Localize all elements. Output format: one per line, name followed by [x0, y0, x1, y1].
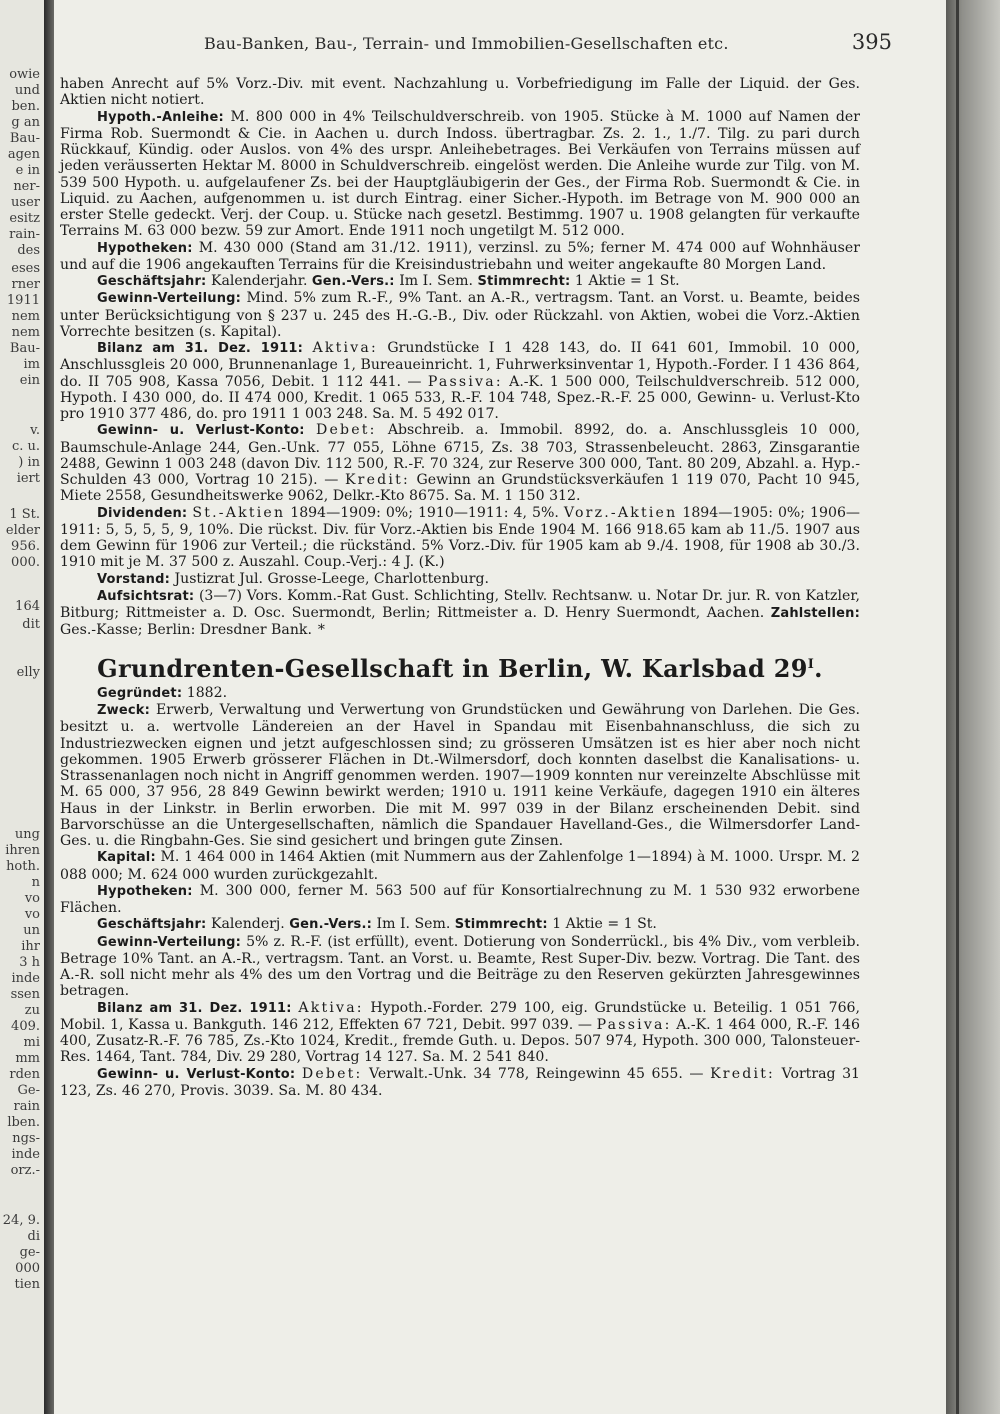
section2-bilanz: Bilanz am 31. Dez. 1911: Aktiva: Hypoth.-Forder. 279 100, eig. Grundstücke u. Beteilig. 1 051 766, Mobil. 1, Kassa u. Bankguth. 146 212, Effekten 67 721, Debit. 997 039. — Passiva: A.-K. 1 464 000, R.-F. 146 400, Zusatz-R.-F. 76 785, Zs.-Kto 1024, Kredit., fremde Guth. u. Depos. 507 974, Hypoth. 300 000, Talonsteuer-Res. 1464, Tant. 784, Div. 29 280, Vortrag 14 127. Sa. M. 2 541 840.: [60, 999, 861, 1066]
prev-page-fragment: rner: [11, 277, 40, 292]
section1-guv: Gewinn- u. Verlust-Konto: Debet: Abschreib. a. Immobil. 8992, do. a. Anschlussgleis 10 000, Baumschule-Anlage 244, Gen.-Unk. 77 055, Löhne 6715, Zs. 38 703, Strassenbeleucht. 2863, Zinsgarantie 2488, Gewinn 1 003 248 (davon Div. 112 500, R.-F. 70 324, zur Reserve 300 000, Tant. 80 209, Abzahl. a. Hyp.-Schulden 43 000, Vortrag 10 215). — Kredit: Gewinn an Grundstücksverkäufen 1 119 070, Pacht 10 945, Miete 2558, Gesundheitswerke 9062, Delkr.-Kto 8675. Sa. M. 1 150 312.: [60, 422, 860, 505]
prev-page-fragment: zu: [24, 1003, 40, 1018]
hypotheken2-label: Hypotheken:: [97, 883, 193, 899]
zahlstellen-label: Zahlstellen:: [770, 606, 861, 621]
prev-page-fragment: ngs-: [12, 1131, 40, 1146]
prev-page-fragment: 000: [15, 1261, 40, 1276]
section2-hypotheken: Hypotheken: M. 300 000, ferner M. 563 500 auf für Konsortialrechnung zu M. 1 530 932 erworbene Flächen.: [60, 882, 861, 916]
prev-page-fragment: dit: [22, 617, 40, 632]
gewinnverteilung2-label: Gewinn-Verteilung:: [97, 934, 242, 950]
section2-kapital: Kapital: M. 1 464 000 in 1464 Aktien (mit Nummern aus der Zahlenfolge 1—1894) à M. 1000. Urspr. M. 2 088 000; M. 624 000 wurden zurückgezahlt.: [60, 849, 860, 883]
prev-page-fragment: tien: [14, 1277, 40, 1292]
prev-page-fragment: Bau-: [9, 131, 40, 146]
prev-page-fragment: vo: [24, 907, 40, 922]
prev-page-fragment: un: [23, 923, 40, 938]
prev-page-fragment: c. u.: [11, 439, 40, 454]
guv2-label: Gewinn- u. Verlust-Konto:: [97, 1066, 296, 1082]
aufsichtsrat-label: Aufsichtsrat:: [97, 588, 195, 604]
prev-page-fragment: ben.: [11, 99, 40, 114]
prev-page-fragment: 956.: [11, 539, 40, 554]
section1-aufsichtsrat: Aufsichtsrat: (3—7) Vors. Komm.-Rat Gust. Schlichting, Stellv. Rechtsanw. u. Notar Dr. jur. R. von Katzler, Bitburg; Rittmeister a. D. Osc. Suermondt, Berlin; Rittmeister a. D. Henry Suermondt, Aachen. Zahlstellen: Ges.-Kasse; Berlin: Dresdner Bank. *: [60, 587, 861, 639]
genvers2-label: Gen.-Vers.:: [289, 917, 373, 933]
running-header: Bau-Banken, Bau-, Terrain- und Immobilien-Gesellschaften etc.: [204, 34, 729, 53]
prev-page-fragment: Ge-: [17, 1083, 40, 1098]
right-page-edge: [946, 0, 1000, 1414]
bilanz-label: Bilanz am 31. Dez. 1911:: [97, 341, 304, 356]
prev-page-fragment: ihr: [21, 939, 40, 954]
gewinnverteilung-label: Gewinn-Verteilung:: [97, 291, 242, 307]
page-number: 395: [851, 30, 892, 54]
prev-page-fragment: eses: [11, 261, 40, 276]
prev-page-fragment: nem: [11, 309, 40, 324]
prev-page-fragment: ung: [14, 827, 40, 842]
prev-page-fragment: und: [14, 83, 40, 98]
prev-page-fragment: ge-: [19, 1245, 40, 1260]
bilanz2-label: Bilanz am 31. Dez. 1911:: [97, 1000, 292, 1016]
section2-gewinnverteilung: Gewinn-Verteilung: 5% z. R.-F. (ist erfüllt), event. Dotierung von Sonderrückl., bis 4% Div., vom verbleib. Betrage 10% Tant. an A.-R., vertragsm. Tant. an Vorst. u. Beamte, Rest Super-Div. bezw. Vortrag. Die Tant. des A.-R. soll nicht mehr als 4% des um den Vortrag und die Beiträge zu den Reserven gekürzten Jahresgewinnes betragen.: [60, 933, 861, 1000]
prev-page-fragment: rain: [13, 1099, 40, 1114]
section1-geschaeftsjahr: Geschäftsjahr: Kalenderjahr. Gen.-Vers.: Im I. Sem. Stimmrecht: 1 Aktie = 1 St.: [97, 273, 680, 289]
section1-vorstand: Vorstand: Justizrat Jul. Grosse-Leege, Charlottenburg.: [97, 570, 489, 587]
prev-page-fragment: inde: [11, 971, 40, 986]
prev-page-fragment: v.: [30, 423, 40, 438]
prev-page-fragment: vo: [24, 891, 40, 906]
prev-page-fragment: elly: [16, 665, 40, 680]
previous-page-margin: [0, 0, 44, 1414]
prev-page-fragment: e in: [15, 163, 40, 178]
prev-page-fragment: di: [27, 1229, 40, 1244]
prev-page-fragment: 3 h: [19, 955, 40, 970]
section2-zweck: Zweck: Erwerb, Verwaltung und Verwertung von Grundstücken und Gewährung von Darlehen. Die Ges. besitzt u. a. wertvolle Ländereien an der Havel in Spandau mit Eisenbahnanschluss, die sich zu Industriezwecken eignen und jetzt aufgeschlossen sind; zu grösseren Umsätzen ist es hier aber noch nicht gekommen. 1905 Erwerb grösserer Flächen in Dt.-Wilmersdorf, doch konnten daselbst die Kanalisations- u. Strassenanlagen noch nicht in Angriff genommen werden. 1907—1909 konnten nur vereinzelte Abschlüsse mit M. 65 000, 37 956, 28 849 Gewinn bewirkt werden; 1910 u. 1911 keine Verkäufe, dagegen 1910 ein älteres Haus in der Linkstr. in Berlin erworben. Die mit M. 997 039 in der Bilanz erscheinenden Debit. sind Barvorschüsse an die Untergesellschaften, nämlich die Spandauer Havelland-Ges., die Wilmersdorfer Land-Ges. u. die Ringbahn-Ges. Sie sind gesichert und bringen gute Zinsen.: [60, 702, 860, 849]
stimmrecht-label: Stimmrecht:: [477, 274, 571, 289]
prev-page-fragment: 24, 9.: [2, 1213, 40, 1228]
prev-page-fragment: lben.: [7, 1115, 40, 1130]
prev-page-fragment: 164: [15, 599, 40, 614]
prev-page-fragment: 000.: [11, 555, 40, 570]
geschaeftsjahr-label: Geschäftsjahr:: [97, 274, 207, 289]
prev-page-fragment: 1911: [6, 293, 40, 308]
prev-page-fragment: user: [11, 195, 40, 210]
section1-gewinnverteilung: Gewinn-Verteilung: Mind. 5% zum R.-F., 9% Tant. an A.-R., vertragsm. Tant. an Vorst. u. Beamte, beides unter Berücksichtigung von § 237 u. 245 des H.-G.-B., Div. oder Rückzahl. von Aktien, wobei die Vorz.-Aktien Vorrechte besitzen (s. Kapital).: [60, 290, 860, 340]
prev-page-fragment: esitz: [9, 211, 40, 226]
dividenden-label: Dividenden:: [97, 505, 188, 521]
prev-page-fragment: 409.: [11, 1019, 40, 1034]
prev-page-fragment: 1 St.: [9, 507, 40, 522]
document-page: [54, 0, 946, 1414]
prev-page-fragment: Bau-: [9, 341, 40, 356]
section1-intro: haben Anrecht auf 5% Vorz.-Div. mit event. Nachzahlung u. Vorbefriedigung im Falle der Liquid. der Ges. Aktien nicht notiert.: [60, 76, 860, 109]
prev-page-fragment: orz.-: [10, 1163, 40, 1178]
zweck-label: Zweck:: [97, 703, 151, 718]
prev-page-fragment: rden: [9, 1067, 40, 1082]
prev-page-fragment: des: [17, 243, 40, 258]
company-title: Grundrenten-Gesellschaft in Berlin, W. Karlsbad $29^I$.: [97, 653, 823, 683]
hypotheken-label: Hypotheken:: [97, 240, 193, 256]
section2-guv: Gewinn- u. Verlust-Konto: Debet: Verwalt.-Unk. 34 778, Reingewinn 45 655. — Kredit: Vortrag 31 123, Zs. 46 270, Provis. 3039. Sa. M. 80 434.: [60, 1065, 860, 1099]
prev-page-fragment: elder: [5, 523, 40, 538]
prev-page-fragment: g an: [11, 115, 40, 130]
prev-page-fragment: owie: [9, 67, 40, 82]
prev-page-fragment: ner-: [13, 179, 40, 194]
book-gutter-shadow: [44, 0, 54, 1414]
prev-page-fragment: rain-: [9, 227, 40, 242]
prev-page-fragment: ssen: [10, 987, 40, 1002]
guv-label: Gewinn- u. Verlust-Konto:: [97, 423, 305, 439]
genvers-label: Gen.-Vers.:: [311, 274, 395, 289]
prev-page-fragment: nem: [11, 325, 40, 340]
stimmrecht2-label: Stimmrecht:: [454, 917, 548, 933]
prev-page-fragment: ein: [19, 373, 40, 388]
prev-page-fragment: ihren: [5, 843, 40, 858]
section1-hypotheken: Hypotheken: M. 430 000 (Stand am 31./12. 1911), verzinsl. zu 5%; ferner M. 474 000 auf Wohnhäuser und auf die 1906 angekauften Terrains für die Kreisindustriebahn und weiter angekaufte 80 Morgen Land.: [60, 239, 860, 273]
prev-page-fragment: n: [31, 875, 40, 890]
prev-page-fragment: mm: [15, 1051, 40, 1066]
gegruendet-label: Gegründet:: [97, 685, 183, 701]
prev-page-fragment: hoth.: [6, 859, 40, 874]
kapital-label: Kapital:: [97, 850, 156, 866]
section2-gegruendet: Gegründet: 1882.: [97, 684, 228, 701]
hypoth-anleihe-label: Hypoth.-Anleihe:: [97, 109, 224, 125]
page-body: [60, 76, 860, 1099]
vorstand-label: Vorstand:: [97, 571, 170, 587]
section2-geschaeftsjahr: Geschäftsjahr: Kalenderj. Gen.-Vers.: Im I. Sem. Stimmrecht: 1 Aktie = 1 St.: [97, 916, 657, 933]
section1-bilanz: Bilanz am 31. Dez. 1911: Aktiva: Grundstücke I 1 428 143, do. II 641 601, Immobil. 10 000, Anschlussgleis 20 000, Brunnenanlage 1, Bureaueinricht. 1, Fuhrwerksinventar 1, Hypoth.-Forder. I 1 436 864, do. II 705 908, Kassa 7056, Debit. 1 112 441. — Passiva: A.-K. 1 500 000, Teilschuldverschreib. 512 000, Hypoth. I 430 000, do. II 474 000, Kredit. 1 065 533, R.-F. 104 748, Spez.-R.-F. 25 000, Gewinn- u. Verlust-Kto pro 1910 377 486, do. pro 1911 1 003 248. Sa. M. 5 492 017.: [60, 340, 861, 422]
geschaeftsjahr2-label: Geschäftsjahr:: [97, 917, 207, 933]
footnote-star: *: [317, 622, 325, 639]
prev-page-fragment: im: [23, 357, 40, 372]
prev-page-fragment: iert: [16, 471, 40, 486]
prev-page-fragment: mi: [23, 1035, 40, 1050]
section1-hypoth-anleihe: Hypoth.-Anleihe: M. 800 000 in 4% Teilschuldverschreib. von 1905. Stücke à M. 1000 auf Namen der Firma Rob. Suermondt & Cie. in Aachen u. durch Indoss. übertragbar. Zs. 2. 1., 1./7. Tilg. zu pari durch Rückkauf, Kündig. oder Auslos. von 4% des urspr. Anleihebetrages. Bei Verkäufen von Terrains müssen auf jeden veräusserten Hektar M. 8000 in Schuldverschreib. eingelöst werden. Die Anleihe wurde zur Tilg. von M. 539 500 Hypoth. u. aufgelaufener Zs. bei der Hauptgläubigerin der Ges., der Firma Rob. Suermondt & Cie. in Liquid. zu Aachen, aufgenommen u. ist durch Eintrag. einer Sicher.-Hypoth. im Betrage von M. 900 000 an erster Stelle gedeckt. Verj. der Coup. u. Stücke nach gesetzl. Bestimmg. 1907 u. 1908 gelangten für verkaufte Terrains M. 63 000 bezw. 59 zur Amort. Ende 1911 noch ungetilgt M. 512 000.: [60, 108, 860, 240]
section1-dividenden: Dividenden: St.-Aktien 1894—1909: 0%; 1910—1911: 4, 5%. Vorz.-Aktien 1894—1905: 0%; 1906—1911: 5, 5, 5, 5, 9, 10%. Die rückst. Div. für Vorz.-Aktien bis Ende 1904 M. 166 918.65 kam ab 11./5. 1907 aus dem Gewinn für 1906 zur Verteil.; die rückständ. 5% Vorz.-Div. für 1905 kam ab 9./4. 1908, für 1908 ab 30./3. 1910 mit je M. 37 500 z. Auszahl. Coup.-Verj.: 4 J. (K.): [60, 504, 861, 571]
prev-page-fragment: ) in: [18, 455, 40, 470]
prev-page-fragment: inde: [11, 1147, 40, 1162]
prev-page-fragment: agen: [7, 147, 40, 162]
page-edge-line: [956, 0, 959, 1414]
